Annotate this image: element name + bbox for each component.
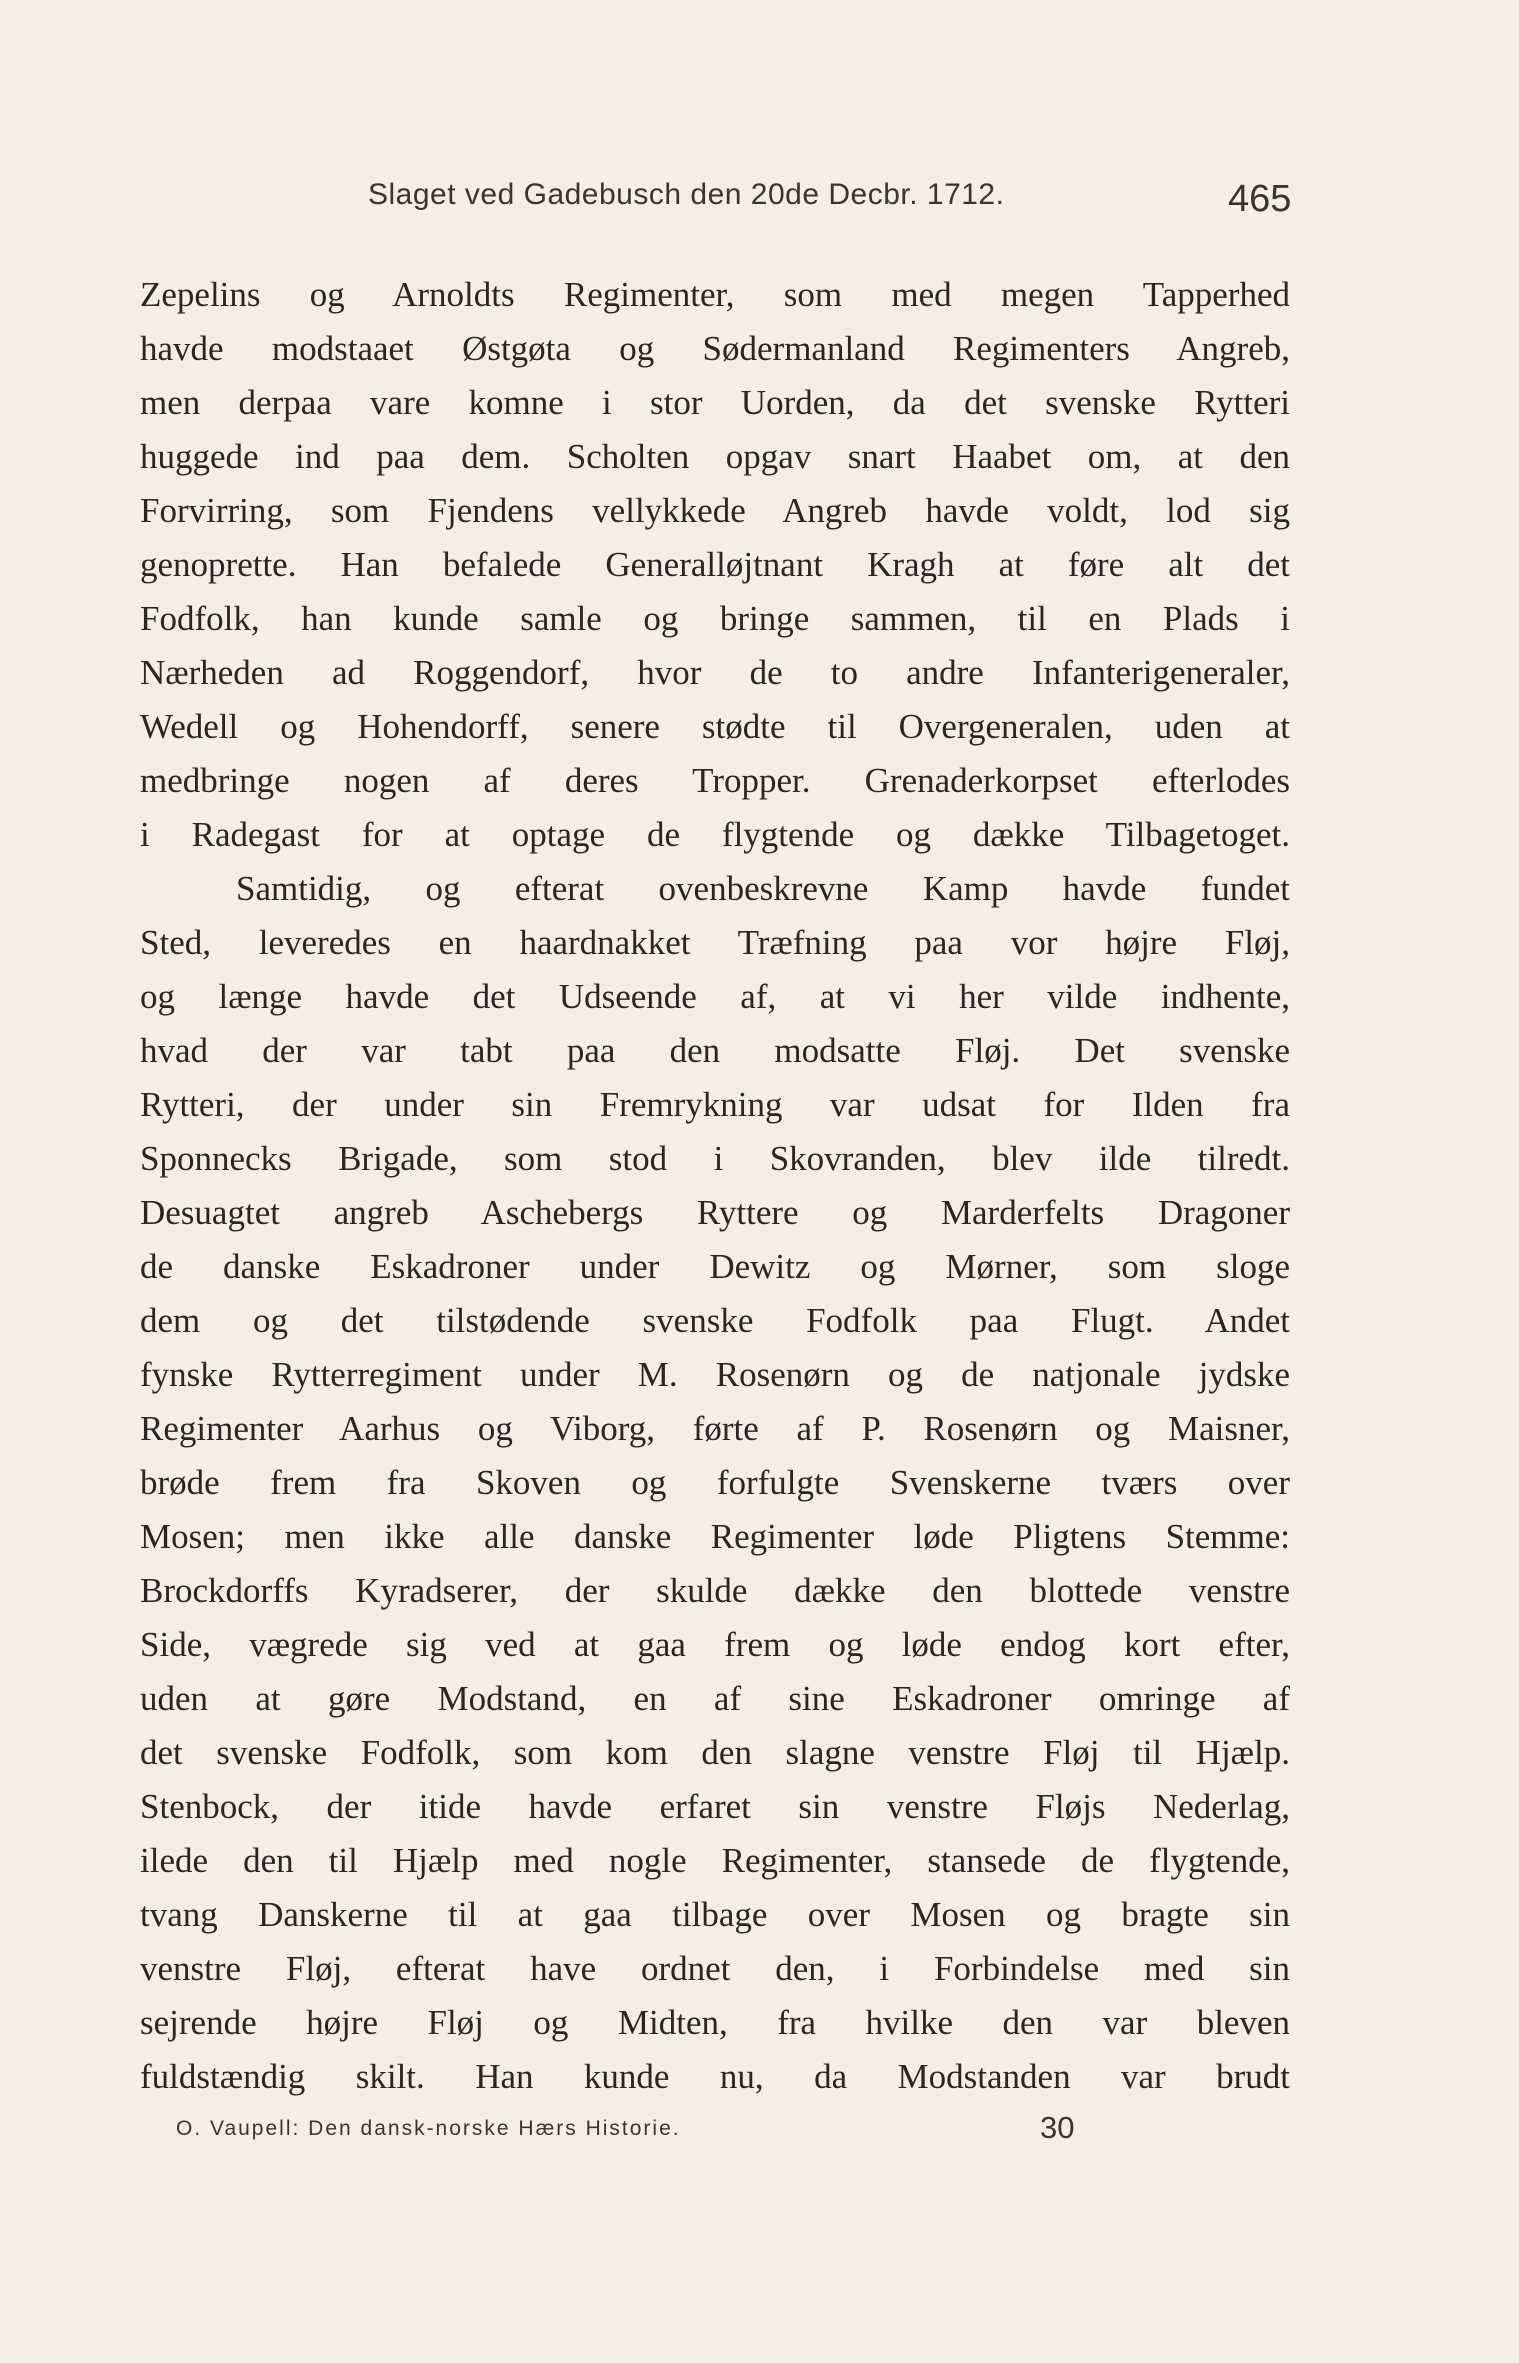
text-line: fuldstændig skilt. Han kunde nu, da Modstanden var brudt (140, 2057, 1290, 2096)
text-line: uden at gøre Modstand, en af sine Eskadroner omringe af (140, 1679, 1290, 1718)
text-line: det svenske Fodfolk, som kom den slagne venstre Fløj til Hjælp. (140, 1733, 1290, 1772)
text-line: Wedell og Hohendorff, senere stødte til Overgeneralen, uden at (140, 707, 1290, 746)
page-number: 465 (1228, 178, 1292, 220)
text-line: tvang Danskerne til at gaa tilbage over Mosen og bragte sin (140, 1895, 1290, 1934)
text-line: Forvirring, som Fjendens vellykkede Angreb havde voldt, lod sig (140, 491, 1290, 530)
text-line: Stenbock, der itide havde erfaret sin venstre Fløjs Nederlag, (140, 1787, 1290, 1826)
body-text (140, 268, 1290, 2104)
text-line: men derpaa vare komne i stor Uorden, da det svenske Rytteri (140, 383, 1290, 422)
text-line: Zepelins og Arnoldts Regimenter, som med megen Tapperhed (140, 275, 1290, 314)
text-line: Mosen; men ikke alle danske Regimenter løde Pligtens Stemme: (140, 1517, 1290, 1556)
sheet-number: 30 (1040, 2110, 1075, 2145)
text-line: Brockdorffs Kyradserer, der skulde dække den blottede venstre (140, 1571, 1290, 1610)
text-line: medbringe nogen af deres Tropper. Grenaderkorpset efterlodes (140, 761, 1290, 800)
text-line: og længe havde det Udseende af, at vi her vilde indhente, (140, 977, 1290, 1016)
text-line: dem og det tilstødende svenske Fodfolk paa Flugt. Andet (140, 1301, 1290, 1340)
text-line: Sponnecks Brigade, som stod i Skovranden, blev ilde tilredt. (140, 1139, 1290, 1178)
text-line: havde modstaaet Østgøta og Sødermanland Regimenters Angreb, (140, 329, 1290, 368)
text-line: i Radegast for at optage de flygtende og dække Tilbagetoget. (140, 815, 1290, 854)
text-line: ilede den til Hjælp med nogle Regimenter, stansede de flygtende, (140, 1841, 1290, 1880)
text-line: Sted, leveredes en haardnakket Træfning paa vor højre Fløj, (140, 923, 1290, 962)
text-line: genoprette. Han befalede Generalløjtnant Kragh at føre alt det (140, 545, 1290, 584)
text-line: Regimenter Aarhus og Viborg, førte af P. Rosenørn og Maisner, (140, 1409, 1290, 1448)
text-line: venstre Fløj, efterat have ordnet den, i Forbindelse med sin (140, 1949, 1290, 1988)
text-line: Side, vægrede sig ved at gaa frem og løde endog kort efter, (140, 1625, 1290, 1664)
text-line: sejrende højre Fløj og Midten, fra hvilke den var bleven (140, 2003, 1290, 2042)
text-line: Rytteri, der under sin Fremrykning var udsat for Ilden fra (140, 1085, 1290, 1124)
text-line: hvad der var tabt paa den modsatte Fløj. Det svenske (140, 1031, 1290, 1070)
footer-signature: O. Vaupell: Den dansk-norske Hærs Historie. (176, 2117, 681, 2140)
text-line: Fodfolk, han kunde samle og bringe sammen, til en Plads i (140, 599, 1290, 638)
text-line: brøde frem fra Skoven og forfulgte Svenskerne tværs over (140, 1463, 1290, 1502)
running-head: Slaget ved Gadebusch den 20de Decbr. 1712. (368, 178, 1005, 211)
text-line: fynske Rytterregiment under M. Rosenørn og de natjonale jydske (140, 1355, 1290, 1394)
text-line: huggede ind paa dem. Scholten opgav snart Haabet om, at den (140, 437, 1290, 476)
text-line: Desuagtet angreb Aschebergs Ryttere og Marderfelts Dragoner (140, 1193, 1290, 1232)
paragraph-start-line: Samtidig, og efterat ovenbeskrevne Kamp havde fundet (236, 869, 1290, 908)
text-line: de danske Eskadroner under Dewitz og Mørner, som sloge (140, 1247, 1290, 1286)
text-line: Nærheden ad Roggendorf, hvor de to andre Infanterigeneraler, (140, 653, 1290, 692)
